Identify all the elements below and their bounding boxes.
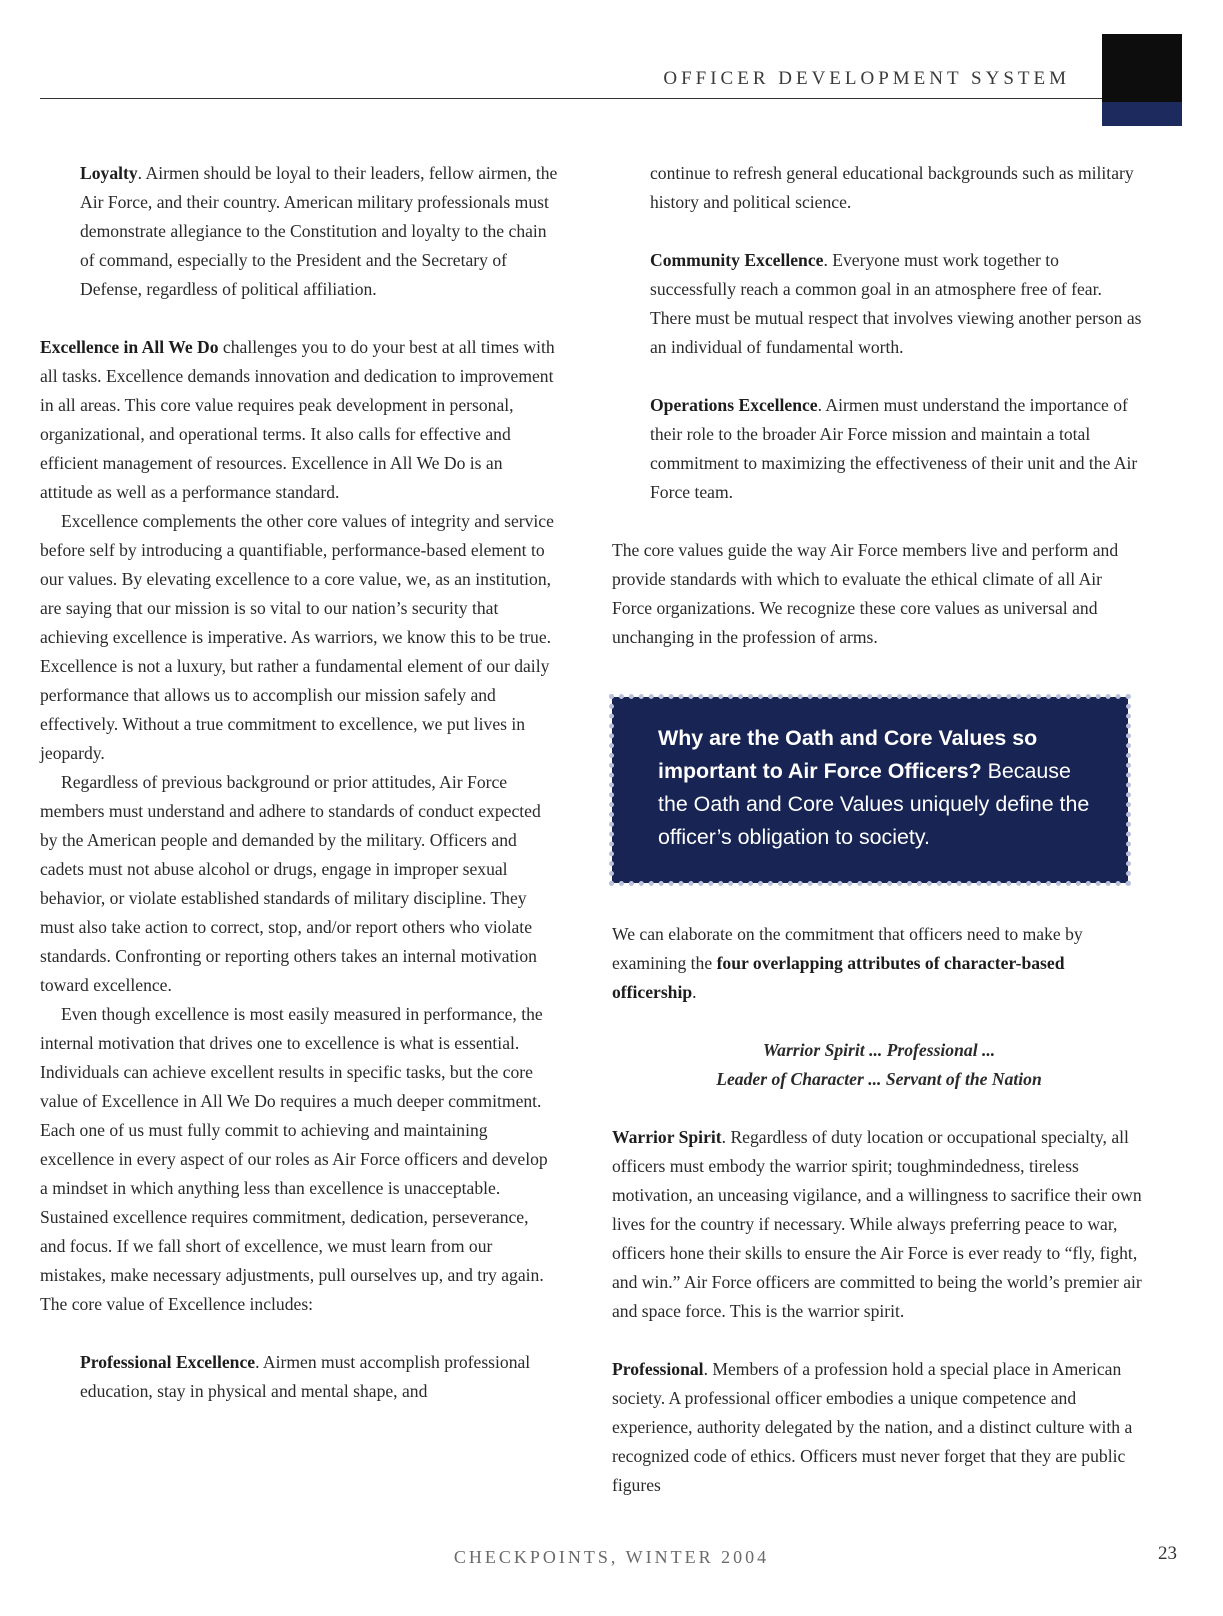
core-values-paragraph: The core values guide the way Air Force members live and perform and provide standards with which to evaluate the ethical climate of all Air Force organizations. We recognize these core values as universal and unchanging in the profession of arms. xyxy=(612,540,1119,647)
operations-excellence-paragraph xyxy=(626,391,1146,507)
elaborate-end: . xyxy=(692,982,697,1002)
warrior-spirit-term: Warrior Spirit xyxy=(612,1127,722,1147)
community-excellence-term: Community Excellence xyxy=(650,250,824,270)
community-excellence-text: . Everyone must work together to successfully reach a common goal in an atmosphere free of fear. There must be mutual respect that involves viewing another person as an individual of fundamental worth. xyxy=(650,250,1142,357)
excellence-complements-paragraph: Excellence complements the other core values of integrity and service before self by introducing a quantifiable, performance-based element to our values. By elevating excellence to a core value, we, as an institution, are saying that our mission is so vital to our nation’s security that achieving excellence is imperative. As warriors, we know this to be true. Excellence is not a luxury, but rather a fundamental element of our daily performance that allows us to accomplish our mission safely and effectively. Without a true commitment to excellence, we put lives in jeopardy. xyxy=(40,511,554,763)
continuation-paragraph: continue to refresh general educational backgrounds such as military history and political science. xyxy=(650,163,1134,212)
community-excellence-paragraph xyxy=(626,246,1146,362)
operations-excellence-term: Operations Excellence xyxy=(650,395,818,415)
warrior-spirit-text: . Regardless of duty location or occupational specialty, all officers must embody the warrior spirit; toughmindedness, tireless motivation, an unceasing vigilance, and a willingness to sacrifice their own lives for the country if necessary. While always preferring peace to war, officers hone their skills to ensure the Air Force is ever ready to “fly, fight, and win.” Air Force officers are committed to being the world’s premier air and space force. This is the warrior spirit. xyxy=(612,1127,1142,1321)
attributes-line-1: Warrior Spirit ... Professional ... xyxy=(762,1040,996,1060)
header-rule xyxy=(40,98,1118,99)
left-column xyxy=(40,159,558,1406)
elaborate-paragraph xyxy=(612,920,1146,1007)
loyalty-paragraph xyxy=(40,159,558,304)
internal-motivation-paragraph: Even though excellence is most easily measured in performance, the internal motivation that drives one to excellence is what is essential. Individuals can achieve excellent results in specific tasks, but the core value of Excellence in All We Do requires a much deeper commitment. Each one of us must fully commit to achieving and maintaining excellence in every aspect of our roles as Air Force officers and develop a mindset in which anything less than excellence is unacceptable. Sustained excellence requires commitment, dedication, perseverance, and focus. If we fall short of excellence, we must learn from our mistakes, make necessary adjustments, pull ourselves up, and try again. The core value of Excellence includes: xyxy=(40,1004,548,1314)
corner-tab-decoration xyxy=(1102,34,1182,126)
loyalty-text: . Airmen should be loyal to their leaders, fellow airmen, the Air Force, and their country. American military professionals must demonstrate allegiance to the Constitution and loyalty to the chain of command, especially to the President and the Secretary of Defense, regardless of political affiliation. xyxy=(80,163,558,299)
running-header: OFFICER DEVELOPMENT SYSTEM xyxy=(663,68,1070,89)
page-number: 23 xyxy=(1158,1543,1177,1564)
right-column xyxy=(612,159,1146,1500)
loyalty-term: Loyalty xyxy=(80,163,138,183)
standards-paragraph: Regardless of previous background or prior attitudes, Air Force members must understand and adhere to standards of conduct expected by the American people and demanded by the military. Officers and cadets must not abuse alcohol or drugs, engage in improper sexual behavior, or violate established standards of military discipline. They must also take action to correct, stop, and/or report others who violate standards. Confronting or reporting others takes an internal motivation toward excellence. xyxy=(40,772,541,995)
callout-box xyxy=(612,697,1128,883)
professional-excellence-text: . Airmen must accomplish professional education, stay in physical and mental shape, and xyxy=(80,1352,531,1401)
callout-question: Why are the Oath and Core Values so important to Air Force Officers? xyxy=(658,726,1038,783)
elaborate-text: We can elaborate on the commitment that officers need to make by examining the xyxy=(612,924,1083,973)
excellence-text: challenges you to do your best at all times with all tasks. Excellence demands innovation and dedication to improvement in all areas. This core value requires peak development in personal, organizational, and operational terms. It also calls for effective and efficient management of resources. Excellence in All We Do is an attitude as well as a performance standard. xyxy=(40,337,555,502)
callout-answer: Because the Oath and Core Values uniquely define the officer’s obligation to society. xyxy=(658,759,1090,849)
elaborate-emphasis: four overlapping attributes of character-based officership xyxy=(612,953,1065,1002)
operations-excellence-text: . Airmen must understand the importance of their role to the broader Air Force mission and maintain a total commitment to maximizing the effectiveness of their unit and the Air Force team. xyxy=(650,395,1138,502)
professional-text: . Members of a profession hold a special place in American society. A professional officer embodies a unique competence and experience, authority delegated by the nation, and a distinct culture with a recognized code of ethics. Officers must never forget that they are public figures xyxy=(612,1359,1133,1495)
excellence-paragraph xyxy=(40,333,558,507)
warrior-spirit-paragraph xyxy=(612,1123,1146,1326)
professional-term: Professional xyxy=(612,1359,704,1379)
professional-excellence-term: Professional Excellence xyxy=(80,1352,256,1372)
professional-excellence-paragraph xyxy=(40,1348,558,1406)
attributes-line-2: Leader of Character ... Servant of the Nation xyxy=(716,1069,1042,1089)
professional-paragraph xyxy=(612,1355,1146,1500)
attributes-list xyxy=(612,1036,1146,1094)
excellence-term: Excellence in All We Do xyxy=(40,337,219,357)
publication-footer: CHECKPOINTS, WINTER 2004 xyxy=(453,1547,770,1567)
